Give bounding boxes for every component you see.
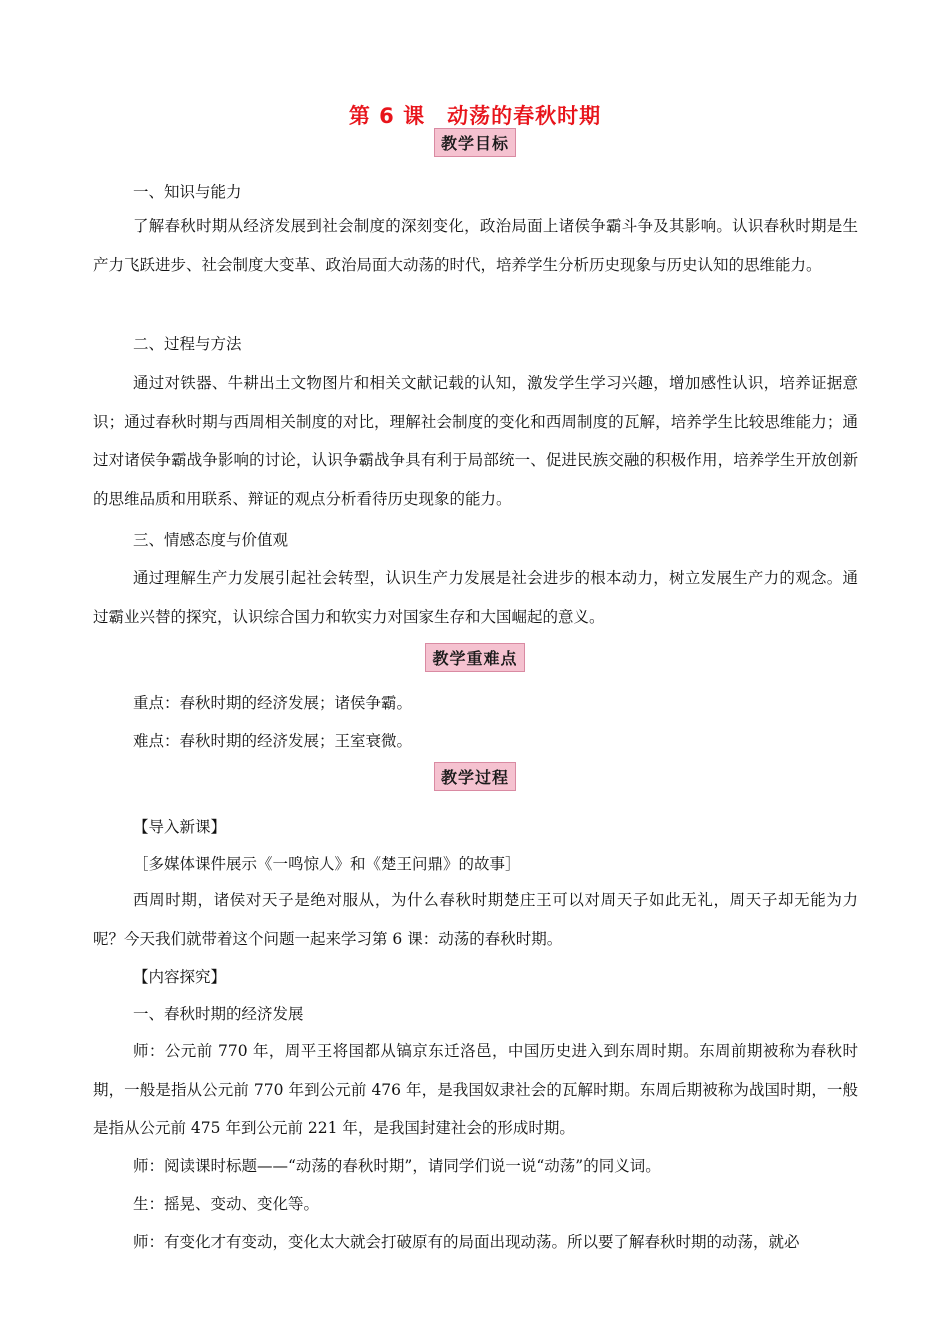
section-tag-label: 教学目标 [434, 128, 516, 157]
intro-text: 西周时期，诸侯对天子是绝对服从，为什么春秋时期楚庄王可以对周天子如此无礼，周天子却无能为力呢？今天我们就带着这个问题一起来学习第 6 课：动荡的春秋时期。 [93, 891, 858, 948]
key-point-focus: 重点：春秋时期的经济发展；诸侯争霸。 [133, 694, 413, 712]
teacher-line-2: 师：阅读课时标题——“动荡的春秋时期”，请同学们说一说“动荡”的同义词。 [133, 1157, 661, 1175]
objective-paragraph-3: 通过理解生产力发展引起社会转型，认识生产力发展是社会进步的根本动力，树立发展生产力的观念。通过霸业兴替的探究，认识综合国力和软实力对国家生存和大国崛起的意义。 [93, 569, 858, 626]
objective-paragraph-2: 通过对铁器、牛耕出土文物图片和相关文献记载的认知，激发学生学习兴趣，增加感性认识，培养证据意识；通过春秋时期与西周相关制度的对比，理解社会制度的变化和西周制度的瓦解，培养学生比较思维能力；通过对诸侯争霸战争影响的讨论，认识争霸战争具有利于局部统一、促进民族交融的积极作用，培养学生开放创新的思维品质和用联系、辩证的观点分析看待历史现象的能力。 [93, 374, 858, 508]
section-tag-objectives [0, 128, 950, 157]
intro-label: 【导入新课】 [133, 818, 227, 836]
section-tag-label: 教学过程 [434, 762, 516, 791]
teacher-line-3: 师：有变化才有变动，变化太大就会打破原有的局面出现动荡。所以要了解春秋时期的动荡，就必 [133, 1233, 800, 1251]
objective-heading-3: 三、情感态度与价值观 [133, 531, 289, 549]
objective-heading-2: 二、过程与方法 [133, 335, 242, 353]
objective-paragraph-1: 了解春秋时期从经济发展到社会制度的深刻变化，政治局面上诸侯争霸斗争及其影响。认识春秋时期是生产力飞跃进步、社会制度大变革、政治局面大动荡的时代，培养学生分析历史现象与历史认知的思维能力。 [93, 217, 858, 274]
lesson-title: 第 6 课 动荡的春秋时期 [348, 104, 602, 128]
intro-media-note: ［多媒体课件展示《一鸣惊人》和《楚王问鼎》的故事］ [133, 855, 521, 873]
objective-heading-1: 一、知识与能力 [133, 183, 242, 201]
section-tag-label: 教学重难点 [425, 643, 524, 672]
explore-subheading-1: 一、春秋时期的经济发展 [133, 1005, 304, 1023]
section-tag-key-points [0, 643, 950, 672]
student-line-1: 生：摇晃、变动、变化等。 [133, 1195, 320, 1213]
key-point-difficulty: 难点：春秋时期的经济发展；王室衰微。 [133, 732, 413, 750]
section-tag-process [0, 762, 950, 791]
explore-label: 【内容探究】 [133, 968, 227, 986]
teacher-line-1: 师：公元前 770 年，周平王将国都从镐京东迁洛邑，中国历史进入到东周时期。东周前期被称为春秋时期，一般是指从公元前 770 年到公元前 476 年，是我国奴隶社会的瓦解时期。东周后期被称为战国时期，一般是指从公元前 475 年到公元前 221 年，是我国封建社会的形成时期。 [93, 1042, 858, 1137]
